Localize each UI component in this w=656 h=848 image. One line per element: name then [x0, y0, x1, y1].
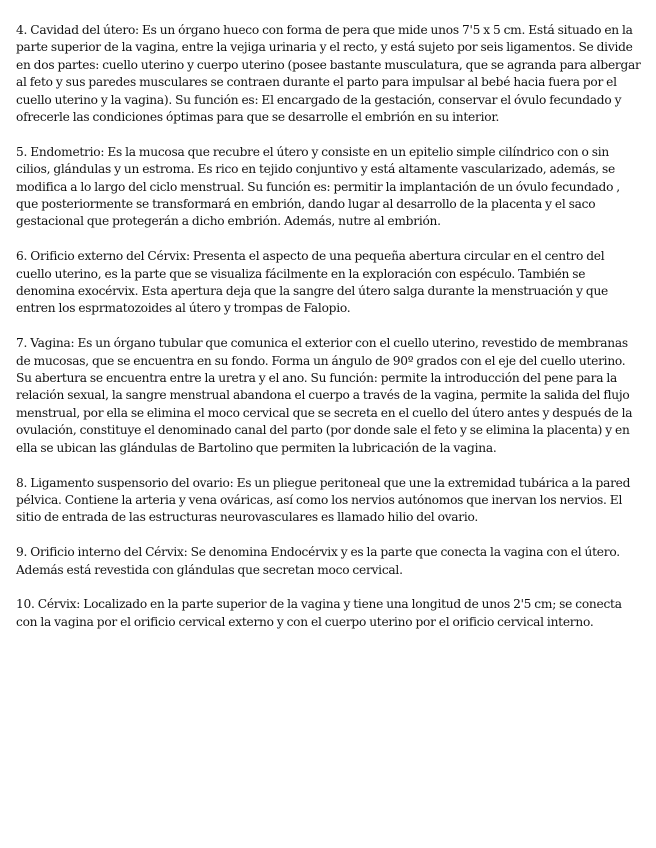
- paragraph-vagina: 7. Vagina: Es un órgano tubular que comunica el exterior con el cuello uterino, revestido de membranas de mucosas, que se encuentra en su fondo. Forma un ángulo de 90º grados con el eje del cuello uterino. Su abertura se encuentra entre la uretra y el ano. Su función: permite la introducción del pene para la relación sexual, la sangre menstrual abandona el cuerpo a través de la vagina, permite la salida del flujo menstrual, por ella se elimina el moco cervical que se secreta en el cuello del útero antes y después de la ovulación, constituye el denominado canal del parto (por donde sale el feto y se elimina la placenta) y en ella se ubican las glándulas de Bartolino que permiten la lubricación de la vagina.: [16, 336, 633, 455]
- paragraph-orificio-interno-cervix: 9. Orificio interno del Cérvix: Se denomina Endocérvix y es la parte que conecta la vagina con el útero. Además está revestida con glándulas que secretan moco cervical.: [16, 545, 620, 577]
- document-body: [16, 22, 642, 649]
- paragraph-orificio-externo-cervix: 6. Orificio externo del Cérvix: Presenta el aspecto de una pequeña abertura circular en el centro del cuello uterino, es la parte que se visualiza fácilmente en la exploración con espéculo. También se denomina exocérvix. Esta apertura deja que la sangre del útero salga durante la menstruación y que entren los esprmatozoides al útero y trompas de Falopio.: [16, 249, 609, 316]
- paragraph-cavidad-utero: 4. Cavidad del útero: Es un órgano hueco con forma de pera que mide unos 7'5 x 5 cm. Está situado en la parte superior de la vagina, entre la vejiga urinaria y el recto, y está sujeto por seis ligamentos. Se divide en dos partes: cuello uterino y cuerpo uterino (posee bastante musculatura, que se agranda para albergar al feto y sus paredes musculares se contraen durante el parto para impulsar al bebé hacia fuera por el cuello uterino y la vagina). Su función es: El encargado de la gestación, conservar el óvulo fecundado y ofrecerle las condiciones óptimas para que se desarrolle el embrión en su interior.: [16, 23, 641, 125]
- paragraph-ligamento-suspensorio: 8. Ligamento suspensorio del ovario: Es un pliegue peritoneal que une la extremidad tubárica a la pared pélvica. Contiene la arteria y vena ováricas, así como los nervios autónomos que inervan los nervios. El sitio de entrada de las estructuras neurovasculares es llamado hilio del ovario.: [16, 475, 631, 525]
- paragraph-cervix: 10. Cérvix: Localizado en la parte superior de la vagina y tiene una longitud de unos 2'5 cm; se conecta con la vagina por el orificio cervical externo y con el cuerpo uterino por el orificio cervical interno.: [16, 597, 622, 629]
- paragraph-endometrio: 5. Endometrio: Es la mucosa que recubre el útero y consiste en un epitelio simple cilíndrico con o sin cilios, glándulas y un estroma. Es rico en tejido conjuntivo y está altamente vascularizado, además, se modifica a lo largo del ciclo menstrual. Su función es: permitir la implantación de un óvulo fecundado , que posteriormente se transformará en embrión, dando lugar al desarrollo de la placenta y el saco gestacional que protegerán a dicho embrión. Además, nutre al embrión.: [16, 144, 620, 229]
